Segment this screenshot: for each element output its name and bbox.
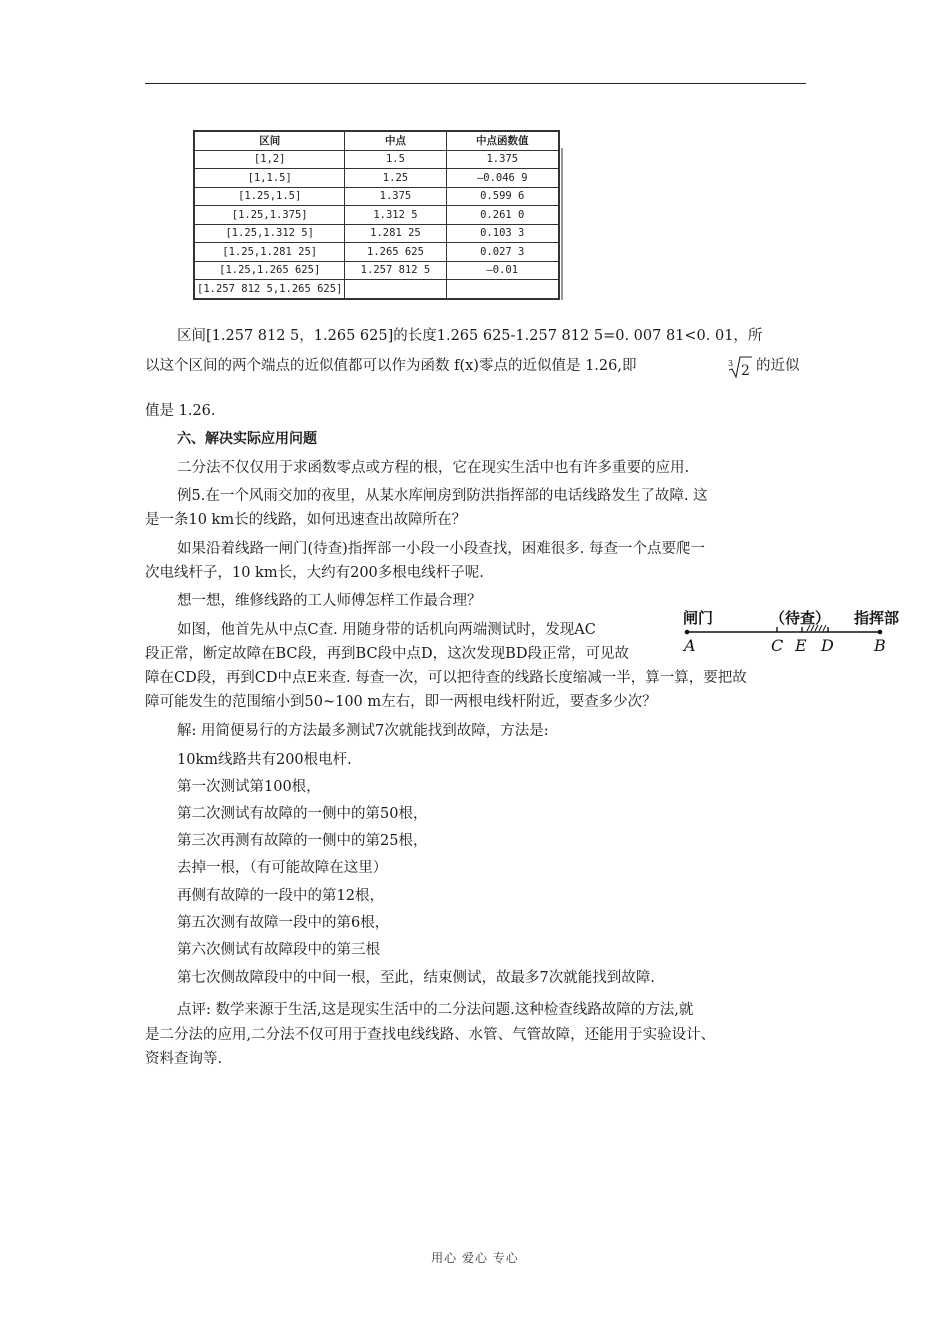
table-cell: [1.25,1.281 25] bbox=[194, 243, 345, 262]
paragraph-example-line1: 例5.在一个风雨交加的夜里，从某水库闸房到防洪指挥部的电话线路发生了故障. 这 bbox=[177, 488, 708, 504]
solution-step: 第二次测试有故障的一侧中的第50根， bbox=[177, 806, 428, 822]
table-cell: 1.375 bbox=[345, 187, 446, 206]
cube-root-index: 3 bbox=[728, 359, 734, 368]
paragraph-intro: 二分法不仅仅用于求函数零点或方程的根，它在现实生活中也有许多重要的应用. bbox=[177, 460, 690, 476]
table-cell: [1,2] bbox=[194, 150, 345, 169]
solution-step: 第六次侧试有故障段中的第三根 bbox=[177, 942, 380, 958]
solution-step: 10km线路共有200根电杆. bbox=[177, 752, 352, 768]
point-a-marker bbox=[685, 630, 690, 635]
table-cell: 1.25 bbox=[345, 169, 446, 188]
table-cell: [1.257 812 5,1.265 625] bbox=[194, 280, 345, 299]
bisection-table bbox=[193, 130, 560, 300]
point-b-label: B bbox=[874, 636, 886, 655]
table-cell: [1.25,1.312 5] bbox=[194, 224, 345, 243]
table-cell: —0.01 bbox=[446, 261, 559, 280]
line-fault-diagram bbox=[680, 604, 914, 660]
table-cell: [1.25,1.265 625] bbox=[194, 261, 345, 280]
paragraph-figure-line3: 障在CD段，再到CD中点E来查. 每查一次，可以把待查的线路长度缩减一半，算一算，要把故 bbox=[145, 670, 747, 686]
table-cell: —0.046 9 bbox=[446, 169, 559, 188]
table-row bbox=[194, 150, 559, 169]
solution-step: 第五次测有故障一段中的第6根， bbox=[177, 915, 390, 931]
table-cell bbox=[446, 280, 559, 299]
table-row bbox=[194, 206, 559, 225]
table-row bbox=[194, 243, 559, 262]
table-cell: 1.375 bbox=[446, 150, 559, 169]
paragraph-interval-line2-end: 的近似 bbox=[756, 358, 800, 374]
paragraph-example-line2: 是一条10 km长的线路，如何迅速查出故障所在？ bbox=[145, 512, 467, 528]
paragraph-figure-line2: 段正常，断定故障在BC段，再到BC段中点D，这次发现BD段正常，可见故 bbox=[145, 646, 629, 662]
table-row bbox=[194, 280, 559, 299]
paragraph-interval-line1: 区间[1.257 812 5，1.265 625]的长度1.265 625-1.257 812 5=0. 007 81<0. 01，所 bbox=[177, 328, 763, 344]
point-c-label: C bbox=[771, 636, 784, 655]
solution-step: 第七次侧故障段中的中间一根，至此，结束侧试，故最多7次就能找到故障. bbox=[177, 970, 655, 986]
paragraph-solution: 解: 用简便易行的方法最多测试7次就能找到故障，方法是: bbox=[177, 723, 549, 739]
section-heading: 六、解决实际应用问题 bbox=[177, 431, 317, 447]
table-cell: 0.103 3 bbox=[446, 224, 559, 243]
header-rule bbox=[145, 83, 806, 84]
solution-step: 第三次再测有故障的一侧中的第25根， bbox=[177, 833, 428, 849]
point-e-label: E bbox=[795, 636, 807, 655]
table-cell: 1.265 625 bbox=[345, 243, 446, 262]
point-b-marker bbox=[878, 630, 883, 635]
table-shadow bbox=[561, 148, 563, 300]
table-cell: [1.25,1.5] bbox=[194, 187, 345, 206]
table-cell: 0.027 3 bbox=[446, 243, 559, 262]
paragraph-review-line1: 点评: 数学来源于生活,这是现实生活中的二分法问题.这种检查线路故障的方法,就 bbox=[177, 1002, 694, 1018]
label-gate: 闸门 bbox=[683, 609, 714, 627]
table-cell: [1.25,1.375] bbox=[194, 206, 345, 225]
point-a-label: A bbox=[684, 636, 696, 655]
table-header-row bbox=[194, 131, 559, 150]
table-cell: [1,1.5] bbox=[194, 169, 345, 188]
table-cell: 1.312 5 bbox=[345, 206, 446, 225]
table-cell: 1.257 812 5 bbox=[345, 261, 446, 280]
header-midpoint: 中点 bbox=[345, 131, 446, 150]
paragraph-think: 想一想，维修线路的工人师傅怎样工作最合理？ bbox=[177, 593, 482, 609]
table-row bbox=[194, 261, 559, 280]
page-footer: 用心 爱心 专心 bbox=[431, 1251, 519, 1265]
cube-root-radicand: 2 bbox=[741, 363, 750, 379]
solution-step: 第一次测试第100根， bbox=[177, 779, 321, 795]
table-cell: 1.281 25 bbox=[345, 224, 446, 243]
paragraph-review-line2: 是二分法的应用,二分法不仅可用于查找电线线路、水管、气管故障，还能用于实验设计、 bbox=[145, 1027, 716, 1043]
table-cell: 1.5 bbox=[345, 150, 446, 169]
cube-root-of-two bbox=[727, 353, 753, 381]
header-interval: 区间 bbox=[194, 131, 345, 150]
solution-step: 去掉一根，（有可能故障在这里） bbox=[177, 860, 388, 876]
table-row bbox=[194, 224, 559, 243]
paragraph-figure-line4: 障可能发生的范围缩小到50~100 m左右，即一两根电线杆附近，要查多少次？ bbox=[145, 694, 657, 710]
paragraph-figure-line1: 如图，他首先从中点C查. 用随身带的话机向两端测试时，发现AC bbox=[177, 622, 596, 638]
paragraph-check-line2: 次电线杆子，10 km长，大约有200多根电线杆子呢. bbox=[145, 565, 484, 581]
table-row bbox=[194, 169, 559, 188]
table-row bbox=[194, 187, 559, 206]
paragraph-interval-line3: 值是 1.26. bbox=[145, 403, 216, 419]
paragraph-review-line3: 资料查询等. bbox=[145, 1051, 223, 1067]
header-midpoint-value: 中点函数值 bbox=[446, 131, 559, 150]
table-cell: 0.599 6 bbox=[446, 187, 559, 206]
point-d-label: D bbox=[821, 636, 834, 655]
table-cell bbox=[345, 280, 446, 299]
label-headquarters: 指挥部 bbox=[854, 609, 900, 627]
table-cell: 0.261 0 bbox=[446, 206, 559, 225]
label-pending: （待查） bbox=[770, 609, 831, 627]
paragraph-interval-line2: 以这个区间的两个端点的近似值都可以作为函数 f(x)零点的近似值是 1.26,即 bbox=[145, 358, 637, 374]
solution-step: 再侧有故障的一段中的第12根， bbox=[177, 888, 384, 904]
paragraph-check-line1: 如果沿着线路一闸门(待查)指挥部一小段一小段查找，困难很多. 每查一个点要爬一 bbox=[177, 541, 706, 557]
